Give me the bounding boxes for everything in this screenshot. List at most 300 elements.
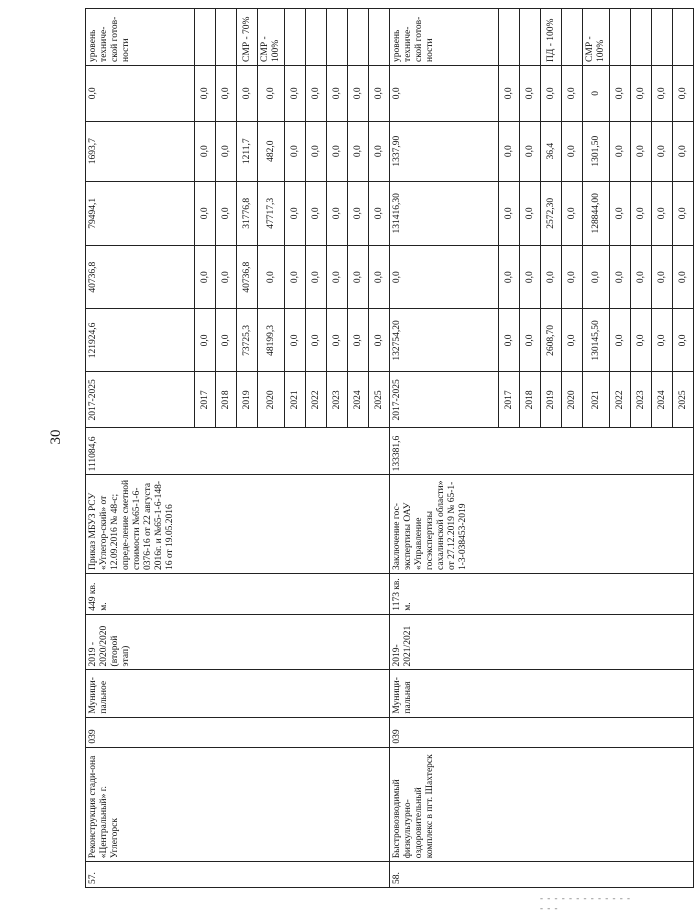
year-row	[306, 9, 327, 888]
year-v4: 0,0	[673, 121, 694, 181]
year-cell: 2020	[258, 372, 285, 428]
projects-table	[85, 8, 694, 888]
total-v1: 132754,20	[390, 309, 499, 372]
year-v2: 0,0	[216, 246, 237, 309]
blank-cell	[348, 670, 369, 717]
blank-cell	[369, 747, 390, 862]
year-v3: 0,0	[610, 181, 631, 245]
year-row	[610, 9, 631, 888]
year-v5: 0,0	[348, 65, 369, 121]
blank-cell	[306, 747, 327, 862]
year-cell: 2019	[237, 372, 258, 428]
total-note: уровень техниче-ской готов-ности	[86, 9, 195, 66]
blank-cell	[541, 428, 562, 475]
year-row	[652, 9, 673, 888]
year-row	[520, 9, 541, 888]
total-v5: 0,0	[86, 65, 195, 121]
year-v2: 0,0	[520, 246, 541, 309]
blank-cell	[285, 573, 306, 614]
blank-cell	[216, 717, 237, 747]
blank-cell	[583, 475, 610, 574]
year-v3: 0,0	[673, 181, 694, 245]
year-v3: 0,0	[216, 181, 237, 245]
blank-cell	[652, 475, 673, 574]
blank-cell	[583, 614, 610, 670]
year-note	[652, 9, 673, 66]
year-cell: 2023	[327, 372, 348, 428]
blank-cell	[195, 670, 216, 717]
total-v3: 131416,30	[390, 181, 499, 245]
year-cell: 2022	[610, 372, 631, 428]
year-v3: 0,0	[520, 181, 541, 245]
year-v4: 0,0	[195, 121, 216, 181]
blank-cell	[610, 573, 631, 614]
year-v2: 0,0	[652, 246, 673, 309]
blank-cell	[348, 614, 369, 670]
blank-cell	[327, 475, 348, 574]
blank-cell	[258, 475, 285, 574]
year-row	[583, 9, 610, 888]
year-v4: 0,0	[285, 121, 306, 181]
blank-cell	[583, 670, 610, 717]
year-row	[562, 9, 583, 888]
year-v2: 0,0	[583, 246, 610, 309]
blank-cell	[237, 862, 258, 888]
blank-cell	[652, 573, 673, 614]
blank-cell	[631, 862, 652, 888]
blank-cell	[610, 614, 631, 670]
year-note: СМР - 70%	[237, 9, 258, 66]
blank-cell	[631, 747, 652, 862]
year-v1: 0,0	[631, 309, 652, 372]
year-note	[520, 9, 541, 66]
year-v1: 73725,3	[237, 309, 258, 372]
year-cell: 2025	[673, 372, 694, 428]
blank-cell	[195, 428, 216, 475]
blank-cell	[520, 747, 541, 862]
year-v4: 36,4	[541, 121, 562, 181]
blank-cell	[369, 614, 390, 670]
year-row	[499, 9, 520, 888]
year-v5: 0,0	[631, 65, 652, 121]
blank-cell	[216, 670, 237, 717]
year-v2: 0,0	[562, 246, 583, 309]
total-v4: 1337,90	[390, 121, 499, 181]
year-v2: 0,0	[258, 246, 285, 309]
year-v3: 0,0	[348, 181, 369, 245]
year-note	[348, 9, 369, 66]
blank-cell	[583, 717, 610, 747]
blank-cell	[541, 670, 562, 717]
blank-cell	[562, 862, 583, 888]
blank-cell	[306, 428, 327, 475]
year-v3: 0,0	[306, 181, 327, 245]
blank-cell	[348, 475, 369, 574]
year-v4: 482,0	[258, 121, 285, 181]
year-v5: 0,0	[306, 65, 327, 121]
blank-cell	[369, 428, 390, 475]
year-note	[285, 9, 306, 66]
blank-cell	[652, 428, 673, 475]
blank-cell	[195, 862, 216, 888]
year-v2: 0,0	[541, 246, 562, 309]
year-v3: 0,0	[285, 181, 306, 245]
blank-cell	[237, 573, 258, 614]
blank-cell	[348, 573, 369, 614]
blank-cell	[285, 614, 306, 670]
year-cell: 2021	[583, 372, 610, 428]
blank-cell	[541, 862, 562, 888]
blank-cell	[237, 717, 258, 747]
blank-cell	[285, 747, 306, 862]
project-estimated-cost: 133381,6	[390, 428, 499, 475]
blank-cell	[348, 862, 369, 888]
blank-cell	[285, 428, 306, 475]
blank-cell	[562, 747, 583, 862]
year-v4: 1301,50	[583, 121, 610, 181]
blank-cell	[541, 475, 562, 574]
blank-cell	[237, 475, 258, 574]
year-v3: 0,0	[631, 181, 652, 245]
year-v3: 0,0	[369, 181, 390, 245]
year-v3: 0,0	[327, 181, 348, 245]
blank-cell	[327, 747, 348, 862]
year-note	[195, 9, 216, 66]
footer-dash-mark: - - - - - - - - - - - - - - - -	[540, 893, 631, 913]
blank-cell	[327, 862, 348, 888]
blank-cell	[306, 670, 327, 717]
blank-cell	[195, 614, 216, 670]
year-v2: 0,0	[673, 246, 694, 309]
year-v1: 0,0	[673, 309, 694, 372]
year-v4: 1211,7	[237, 121, 258, 181]
year-note: ПД - 100%	[541, 9, 562, 66]
year-v2: 0,0	[499, 246, 520, 309]
blank-cell	[610, 475, 631, 574]
blank-cell	[258, 670, 285, 717]
year-v5: 0,0	[652, 65, 673, 121]
blank-cell	[631, 614, 652, 670]
blank-cell	[237, 747, 258, 862]
year-row	[673, 9, 694, 888]
blank-cell	[258, 747, 285, 862]
year-v2: 0,0	[610, 246, 631, 309]
blank-cell	[652, 614, 673, 670]
year-note	[499, 9, 520, 66]
blank-cell	[562, 614, 583, 670]
year-v3: 0,0	[652, 181, 673, 245]
year-cell: 2022	[306, 372, 327, 428]
year-v2: 0,0	[369, 246, 390, 309]
year-row	[541, 9, 562, 888]
blank-cell	[541, 573, 562, 614]
blank-cell	[348, 428, 369, 475]
blank-cell	[369, 573, 390, 614]
project-capacity: 449 кв. м.	[86, 573, 195, 614]
year-v1: 0,0	[520, 309, 541, 372]
year-note	[327, 9, 348, 66]
blank-cell	[195, 717, 216, 747]
year-v1: 0,0	[369, 309, 390, 372]
blank-cell	[631, 428, 652, 475]
total-v2: 40736,8	[86, 246, 195, 309]
year-row	[327, 9, 348, 888]
year-v3: 47717,3	[258, 181, 285, 245]
blank-cell	[258, 717, 285, 747]
rotated-sheet	[85, 8, 688, 888]
blank-cell	[673, 717, 694, 747]
blank-cell	[327, 670, 348, 717]
project-capacity: 1173 кв. м.	[390, 573, 499, 614]
year-v4: 0,0	[327, 121, 348, 181]
total-years: 2017-2025	[86, 372, 195, 428]
blank-cell	[652, 717, 673, 747]
project-code: 039	[86, 717, 195, 747]
blank-cell	[216, 614, 237, 670]
blank-cell	[348, 747, 369, 862]
blank-cell	[562, 475, 583, 574]
blank-cell	[610, 428, 631, 475]
blank-cell	[520, 862, 541, 888]
blank-cell	[195, 747, 216, 862]
blank-cell	[348, 717, 369, 747]
blank-cell	[499, 573, 520, 614]
total-v1: 121924,6	[86, 309, 195, 372]
blank-cell	[520, 475, 541, 574]
year-v4: 0,0	[610, 121, 631, 181]
blank-cell	[285, 475, 306, 574]
year-v4: 0,0	[652, 121, 673, 181]
total-v5: 0,0	[390, 65, 499, 121]
blank-cell	[499, 614, 520, 670]
year-v4: 0,0	[216, 121, 237, 181]
blank-cell	[499, 475, 520, 574]
project-number: 57.	[86, 862, 195, 888]
year-v1: 0,0	[652, 309, 673, 372]
blank-cell	[631, 475, 652, 574]
year-v2: 0,0	[285, 246, 306, 309]
year-cell: 2019	[541, 372, 562, 428]
blank-cell	[673, 614, 694, 670]
year-row	[216, 9, 237, 888]
year-note	[562, 9, 583, 66]
blank-cell	[195, 573, 216, 614]
year-cell: 2021	[285, 372, 306, 428]
year-v1: 0,0	[327, 309, 348, 372]
blank-cell	[285, 670, 306, 717]
blank-cell	[520, 614, 541, 670]
year-cell: 2020	[562, 372, 583, 428]
blank-cell	[583, 573, 610, 614]
year-row	[237, 9, 258, 888]
project-row	[390, 9, 499, 888]
blank-cell	[673, 573, 694, 614]
total-v3: 79494,1	[86, 181, 195, 245]
year-v4: 0,0	[499, 121, 520, 181]
project-ownership: Муници-пальное	[86, 670, 195, 717]
blank-cell	[306, 475, 327, 574]
blank-cell	[306, 614, 327, 670]
blank-cell	[237, 614, 258, 670]
year-v5: 0,0	[562, 65, 583, 121]
year-v1: 130145,50	[583, 309, 610, 372]
year-note	[610, 9, 631, 66]
blank-cell	[327, 717, 348, 747]
year-v2: 0,0	[306, 246, 327, 309]
year-v1: 0,0	[216, 309, 237, 372]
year-v5: 0,0	[237, 65, 258, 121]
year-cell: 2018	[520, 372, 541, 428]
project-row	[86, 9, 195, 888]
project-number: 58.	[390, 862, 499, 888]
year-v5: 0,0	[369, 65, 390, 121]
blank-cell	[520, 670, 541, 717]
blank-cell	[583, 862, 610, 888]
year-v4: 0,0	[562, 121, 583, 181]
year-v1: 0,0	[562, 309, 583, 372]
blank-cell	[237, 670, 258, 717]
blank-cell	[306, 573, 327, 614]
blank-cell	[610, 747, 631, 862]
blank-cell	[369, 717, 390, 747]
total-note: уровень техниче-ской готов-ности	[390, 9, 499, 66]
project-ownership: Муници-пальная	[390, 670, 499, 717]
year-note	[369, 9, 390, 66]
year-v5: 0,0	[499, 65, 520, 121]
year-v2: 40736,8	[237, 246, 258, 309]
blank-cell	[673, 475, 694, 574]
project-code: 039	[390, 717, 499, 747]
year-v4: 0,0	[369, 121, 390, 181]
blank-cell	[216, 428, 237, 475]
year-cell: 2024	[348, 372, 369, 428]
page-number: 30	[48, 429, 64, 445]
blank-cell	[327, 614, 348, 670]
year-cell: 2018	[216, 372, 237, 428]
blank-cell	[631, 670, 652, 717]
blank-cell	[499, 428, 520, 475]
year-v2: 0,0	[327, 246, 348, 309]
blank-cell	[369, 862, 390, 888]
project-name: Реконструкция стади-она «Центральный» г. Углегорск	[86, 747, 195, 862]
year-v4: 0,0	[348, 121, 369, 181]
year-v3: 0,0	[562, 181, 583, 245]
blank-cell	[216, 475, 237, 574]
year-row	[195, 9, 216, 888]
blank-cell	[258, 573, 285, 614]
project-name: Быстровозводимый физкультурно-оздоровительный комплекс в пгт. Шахтерск	[390, 747, 499, 862]
blank-cell	[562, 428, 583, 475]
year-note: СМР - 100%	[258, 9, 285, 66]
blank-cell	[520, 428, 541, 475]
year-cell: 2025	[369, 372, 390, 428]
blank-cell	[610, 862, 631, 888]
year-v1: 0,0	[195, 309, 216, 372]
blank-cell	[258, 614, 285, 670]
project-document: Приказ МБУЗ РСУ «Углегор-ский» от 12.09.2016 № 48-с; опреде-ление сметной стоимости №65-1-6-0376-16 от 22 августа 2016г. и №65-1-6-148-16 от 19.05.2016	[86, 475, 195, 574]
year-cell: 2017	[499, 372, 520, 428]
year-note	[306, 9, 327, 66]
total-v4: 1693,7	[86, 121, 195, 181]
year-v2: 0,0	[348, 246, 369, 309]
blank-cell	[258, 428, 285, 475]
blank-cell	[610, 670, 631, 717]
blank-cell	[258, 862, 285, 888]
year-v5: 0,0	[610, 65, 631, 121]
year-v3: 2572,30	[541, 181, 562, 245]
blank-cell	[237, 428, 258, 475]
year-row	[258, 9, 285, 888]
blank-cell	[216, 862, 237, 888]
year-note	[631, 9, 652, 66]
blank-cell	[216, 747, 237, 862]
table-body	[86, 9, 694, 888]
blank-cell	[499, 717, 520, 747]
blank-cell	[499, 862, 520, 888]
blank-cell	[562, 717, 583, 747]
year-row	[285, 9, 306, 888]
year-v2: 0,0	[631, 246, 652, 309]
blank-cell	[499, 670, 520, 717]
year-cell: 2023	[631, 372, 652, 428]
blank-cell	[583, 747, 610, 862]
blank-cell	[583, 428, 610, 475]
blank-cell	[562, 670, 583, 717]
blank-cell	[673, 747, 694, 862]
blank-cell	[369, 475, 390, 574]
blank-cell	[520, 717, 541, 747]
year-v5: 0	[583, 65, 610, 121]
year-v5: 0,0	[520, 65, 541, 121]
blank-cell	[610, 717, 631, 747]
blank-cell	[327, 573, 348, 614]
blank-cell	[541, 717, 562, 747]
project-period: 2019-2021/2021	[390, 614, 499, 670]
blank-cell	[673, 862, 694, 888]
year-v4: 0,0	[631, 121, 652, 181]
blank-cell	[541, 747, 562, 862]
year-row	[369, 9, 390, 888]
total-v2: 0,0	[390, 246, 499, 309]
year-v3: 0,0	[499, 181, 520, 245]
year-v4: 0,0	[520, 121, 541, 181]
project-estimated-cost: 111084,6	[86, 428, 195, 475]
blank-cell	[216, 573, 237, 614]
project-period: 2019 - 2020/2020 (второй этап)	[86, 614, 195, 670]
year-row	[631, 9, 652, 888]
blank-cell	[285, 717, 306, 747]
year-v1: 0,0	[610, 309, 631, 372]
year-v5: 0,0	[541, 65, 562, 121]
year-row	[348, 9, 369, 888]
total-years: 2017-2025	[390, 372, 499, 428]
year-v5: 0,0	[258, 65, 285, 121]
year-v1: 48199,3	[258, 309, 285, 372]
blank-cell	[499, 747, 520, 862]
blank-cell	[520, 573, 541, 614]
year-v5: 0,0	[327, 65, 348, 121]
blank-cell	[541, 614, 562, 670]
blank-cell	[673, 428, 694, 475]
blank-cell	[285, 862, 306, 888]
year-cell: 2024	[652, 372, 673, 428]
year-v5: 0,0	[216, 65, 237, 121]
year-v5: 0,0	[195, 65, 216, 121]
blank-cell	[652, 670, 673, 717]
blank-cell	[652, 747, 673, 862]
year-v1: 0,0	[285, 309, 306, 372]
year-v3: 0,0	[195, 181, 216, 245]
